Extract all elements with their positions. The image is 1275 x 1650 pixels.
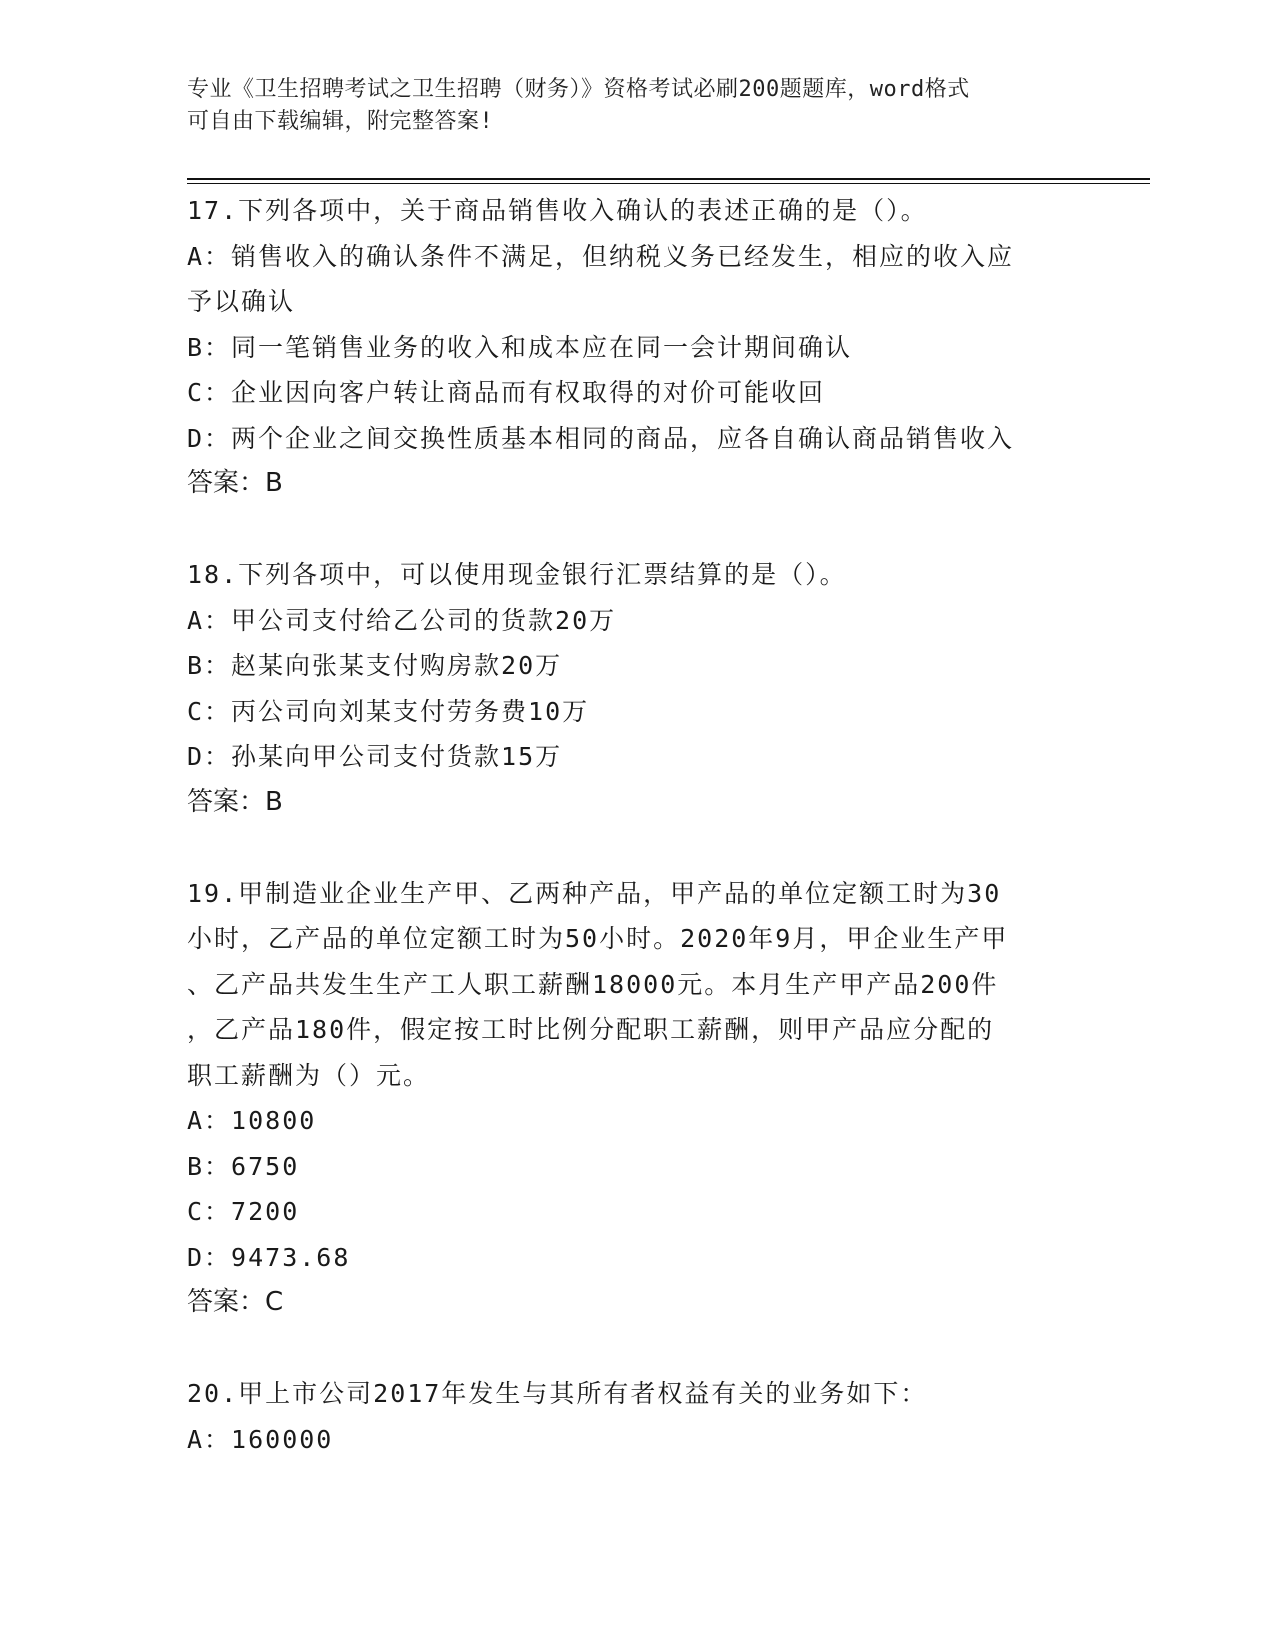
option-b: B：同一笔销售业务的收入和成本应在同一会计期间确认 [187,332,853,362]
question-stem-line: 18.下列各项中，可以使用现金银行汇票结算的是（）。 [187,560,847,589]
question-spacer [187,507,1087,553]
question-stem-line: 、乙产品共发生生产工人职工薪酬18000元。本月生产甲产品200件 [187,969,999,999]
answer-label: 答案：C [187,1287,284,1317]
question-stem-line: 20.甲上市公司2017年发生与其所有者权益有关的业务如下： [187,1379,928,1408]
question-20 [187,1371,1087,1462]
header-divider-thick [187,178,1150,180]
option-d: D：两个企业之间交换性质基本相同的商品，应各自确认商品销售收入 [187,423,1015,453]
option-a: A：甲公司支付给乙公司的货款20万 [187,605,617,635]
question-list [187,188,1087,1462]
option-a: A：10800 [187,1106,317,1135]
question-stem-line: ，乙产品180件，假定按工时比例分配职工薪酬，则甲产品应分配的 [187,1015,995,1044]
option-c: C：丙公司向刘某支付劳务费10万 [187,696,590,726]
option-a: A：160000 [187,1424,334,1454]
question-stem-line: 19.甲制造业企业生产甲、乙两种产品，甲产品的单位定额工时为30 [187,878,1002,908]
option-c: C：7200 [187,1197,300,1226]
option-d: D：9473.68 [187,1242,351,1272]
question-stem-line: 职工薪酬为（）元。 [187,1060,431,1090]
option-d: D：孙某向甲公司支付货款15万 [187,742,563,771]
header-divider-thin [187,183,1150,184]
option-a: A：销售收入的确认条件不满足，但纳税义务已经发生，相应的收入应 [187,241,1015,271]
option-b: B：6750 [187,1151,300,1181]
header-line-2: 可自由下载编辑，附完整答案! [187,109,494,134]
question-spacer [187,1326,1087,1372]
question-19 [187,871,1087,1326]
option-b: B：赵某向张某支付购房款20万 [187,651,563,680]
question-spacer [187,825,1087,871]
answer-label: 答案：B [187,786,283,817]
header-line-1: 专业《卫生招聘考试之卫生招聘（财务）》资格考试必刷200题题库，word格式 [187,77,970,102]
question-stem-line: 小时，乙产品的单位定额工时为50小时。2020年9月，甲企业生产甲 [187,924,1009,953]
option-c: C：企业因向客户转让商品而有权取得的对价可能收回 [187,378,826,407]
answer-label: 答案：B [187,468,283,498]
question-18 [187,552,1087,825]
document-header [187,74,1067,138]
question-17 [187,188,1087,507]
question-stem-line: 17.下列各项中，关于商品销售收入确认的表述正确的是（）。 [187,196,928,225]
option-a-continued: 予以确认 [187,287,296,316]
